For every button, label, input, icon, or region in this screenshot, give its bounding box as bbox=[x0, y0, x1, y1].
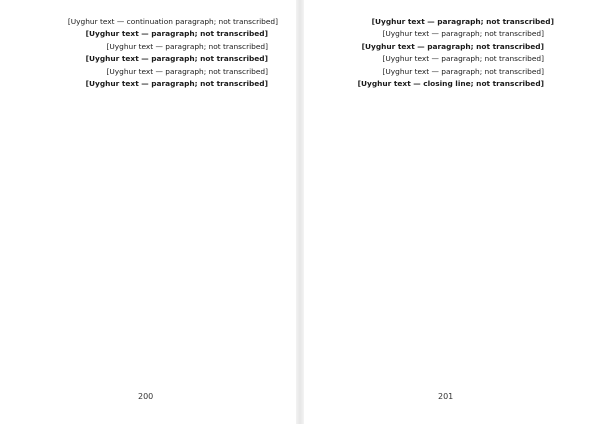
left-paragraph-6: [Uyghur text — paragraph; not transcribed] bbox=[85, 79, 268, 89]
left-paragraph-5: [Uyghur text — paragraph; not transcribed] bbox=[106, 66, 268, 76]
right-paragraph-3: [Uyghur text — paragraph; not transcribed] bbox=[361, 41, 544, 51]
right-page-number: 201 bbox=[438, 392, 454, 401]
right-paragraph-5: [Uyghur text — paragraph; not transcribed] bbox=[382, 66, 544, 76]
right-page bbox=[304, 0, 600, 424]
right-paragraph-2: [Uyghur text — paragraph; not transcribed] bbox=[382, 29, 544, 39]
book-gutter bbox=[296, 0, 304, 424]
right-paragraph-1: [Uyghur text — paragraph; not transcribed] bbox=[371, 17, 554, 26]
left-paragraph-4: [Uyghur text — paragraph; not transcribed] bbox=[85, 54, 268, 64]
right-paragraph-4: [Uyghur text — paragraph; not transcribed] bbox=[382, 54, 544, 64]
left-page-text bbox=[46, 16, 278, 90]
right-page-text bbox=[322, 16, 554, 90]
left-paragraph-2: [Uyghur text — paragraph; not transcribed] bbox=[85, 29, 268, 39]
left-paragraph-3: [Uyghur text — paragraph; not transcribed] bbox=[106, 41, 268, 51]
right-paragraph-6: [Uyghur text — closing line; not transcribed] bbox=[357, 79, 544, 89]
left-page-number: 200 bbox=[138, 392, 154, 401]
left-paragraph-1: [Uyghur text — continuation paragraph; not transcribed] bbox=[67, 17, 278, 26]
left-page bbox=[0, 0, 296, 424]
